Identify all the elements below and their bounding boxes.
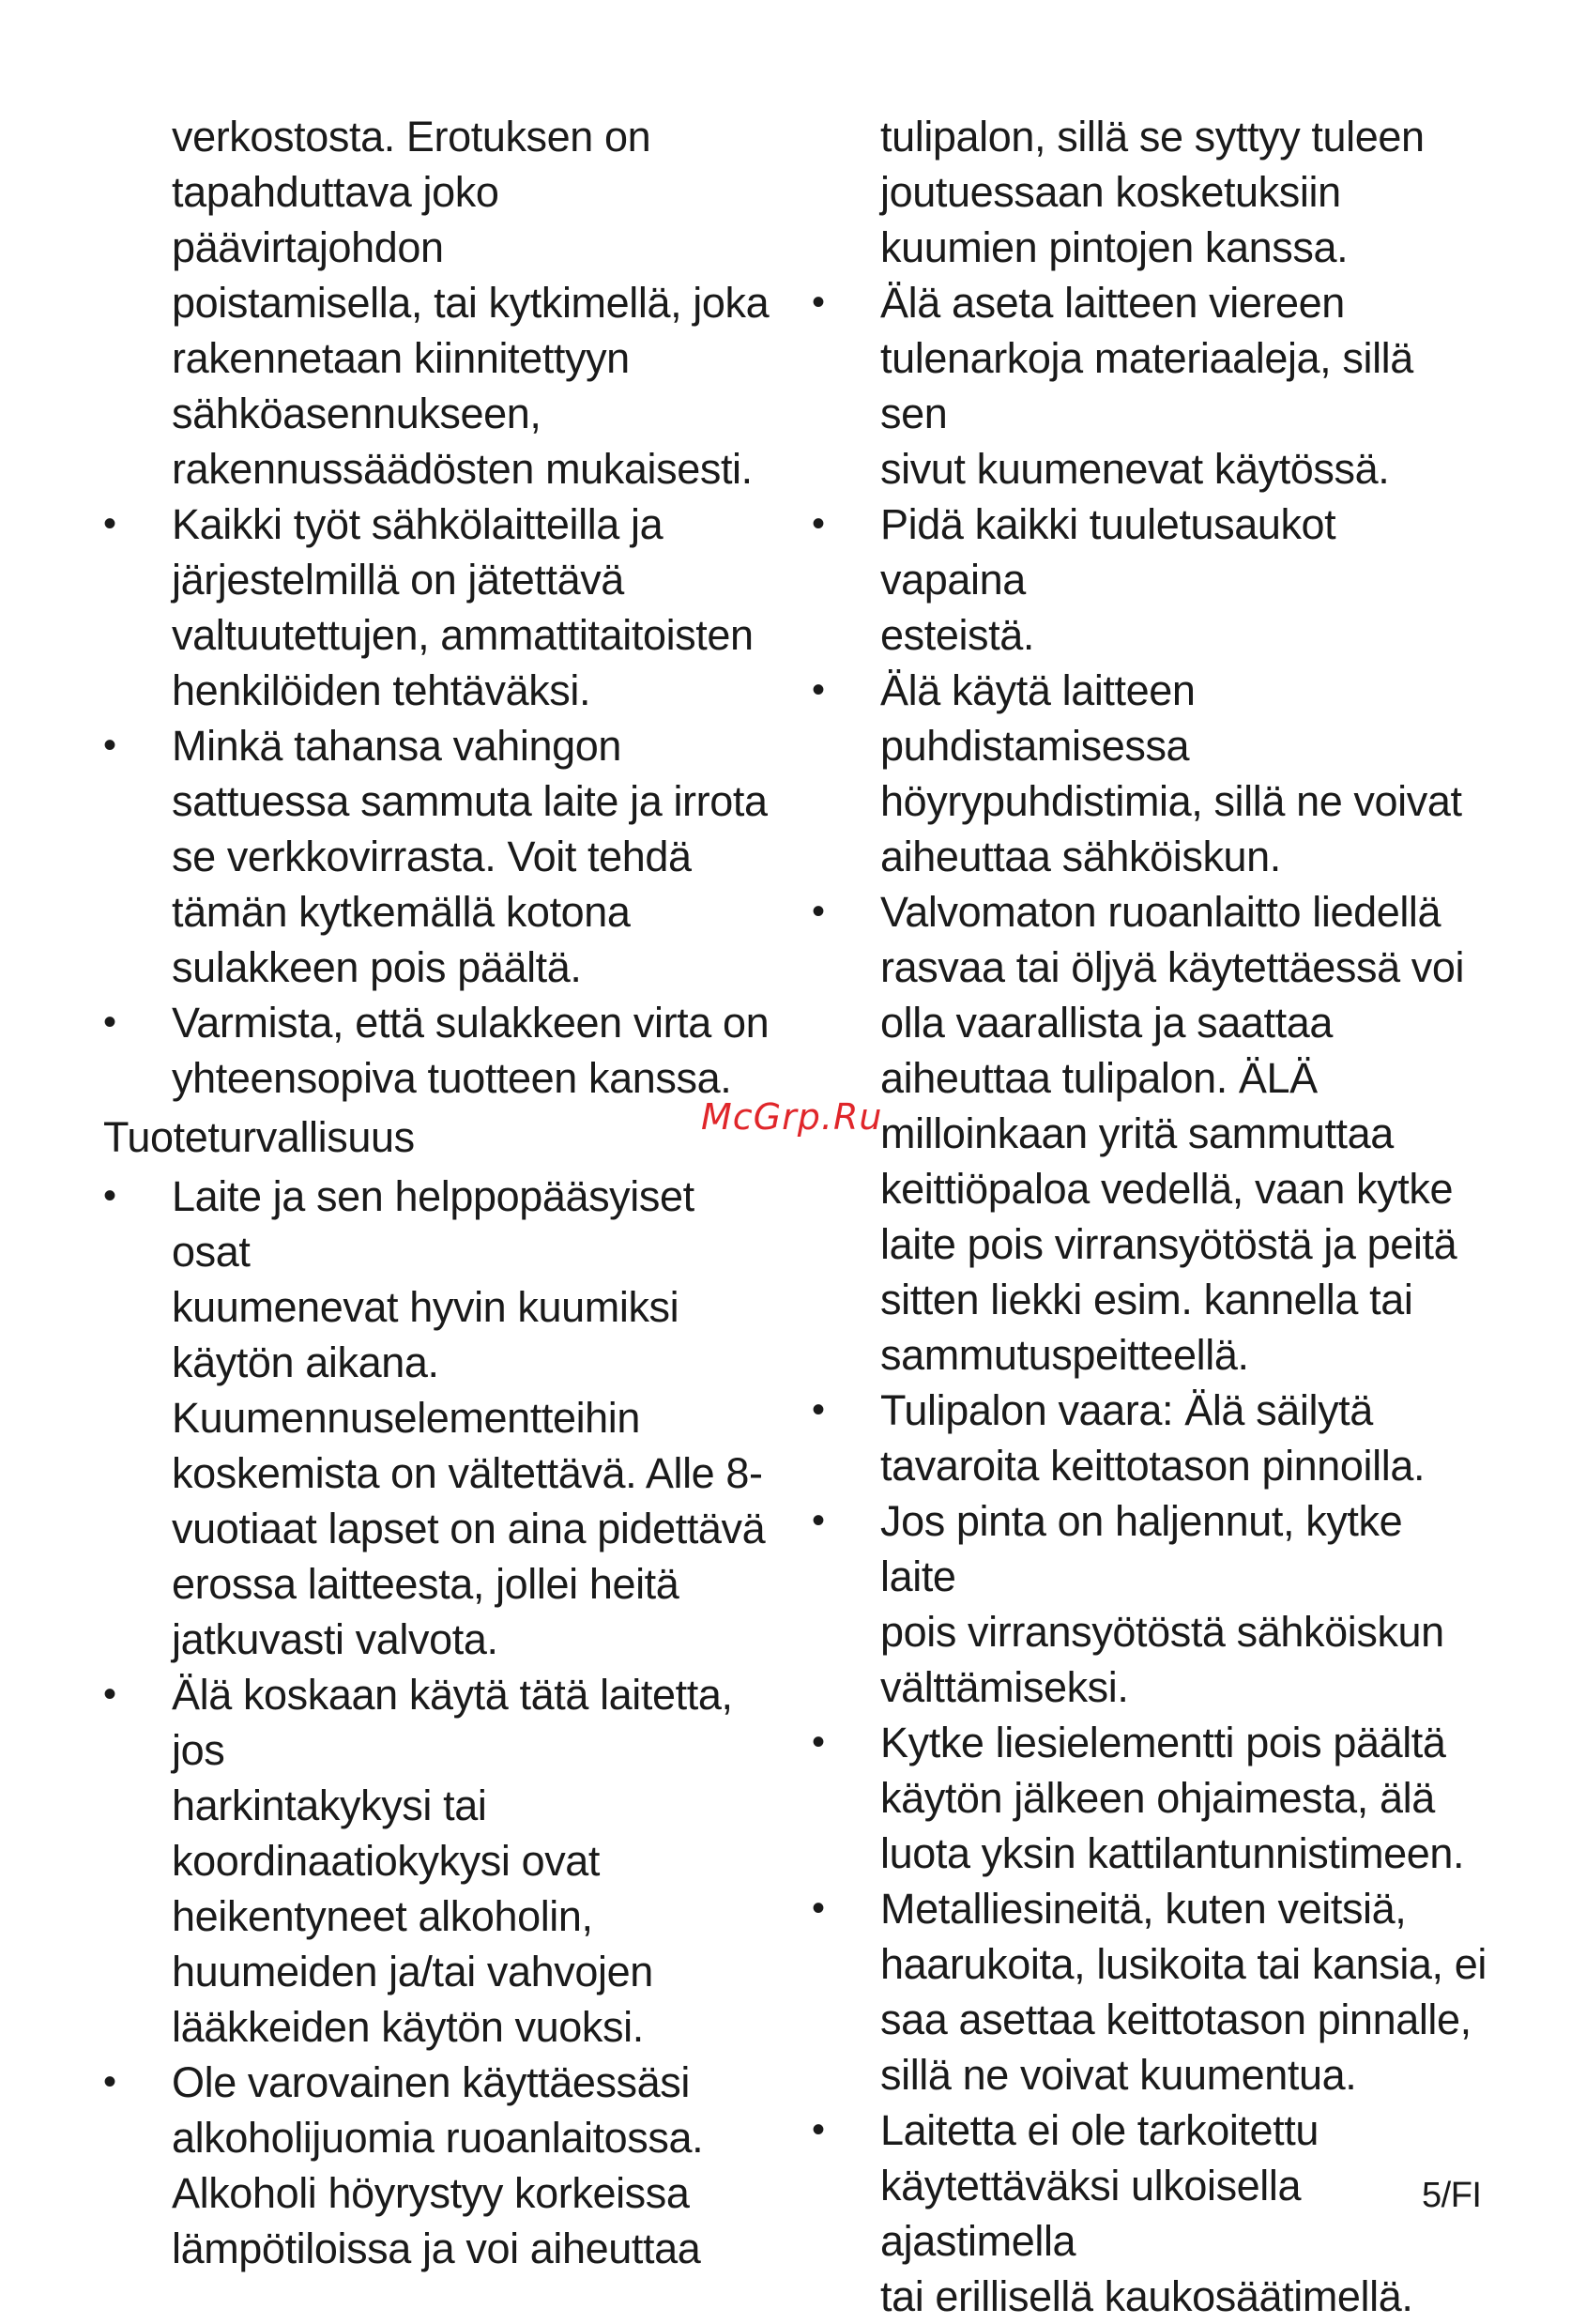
bullet-icon: • (812, 1721, 825, 1763)
list-item-text: Tulipalon vaara: Älä säilytä tavaroita keittotason pinnoilla. (880, 1386, 1426, 1490)
list-item (103, 995, 779, 1106)
watermark: McGrp.Ru (701, 1096, 883, 1138)
list-item-text: Jos pinta on haljennut, kytke laite pois virransyötöstä sähköiskun välttämiseksi. (880, 1497, 1444, 1711)
left-column (103, 109, 779, 2276)
bullet-icon: • (812, 891, 825, 932)
list-item (103, 718, 779, 995)
list-item (812, 1383, 1487, 1493)
list-item (812, 884, 1487, 1383)
list-item-text: Varmista, että sulakkeen virta on yhteensopiva tuotteen kanssa. (172, 999, 770, 1102)
section-heading: Tuoteturvallisuus (103, 1113, 415, 1161)
list-item-text: Älä aseta laitteen viereen tulenarkoja materiaaleja, sillä sen sivut kuumenevat käytössä. (880, 279, 1413, 493)
bullet-icon: • (103, 1674, 116, 1715)
page-number: 5/FI (1422, 2176, 1482, 2215)
list-item-text: Pidä kaikki tuuletusaukot vapaina esteistä. (880, 500, 1336, 659)
list-item-text: Valvomaton ruoanlaitto liedellä rasvaa tai öljyä käytettäessä voi olla vaarallista ja saattaa aiheuttaa tulipalon. ÄLÄ milloinkaan yritä sammuttaa keittiöpaloa vedellä, vaan kytke laite pois virransyötöstä ja peitä sitten liekki esim. kannella tai sammutuspeitteellä. (880, 888, 1465, 1379)
bullet-icon: • (812, 669, 825, 711)
list-item (812, 663, 1487, 884)
list-item (103, 1667, 779, 2055)
list-item (103, 2055, 779, 2276)
left-intro-paragraph: verkostosta. Erotuksen on tapahduttava joko päävirtajohdon poistamisella, tai kytkimellä, joka rakennetaan kiinnitettyyn sähköasennukseen, rakennussäädösten mukaisesti. (172, 113, 770, 493)
list-item (103, 1169, 779, 1667)
list-item-text: Ole varovainen käyttäessäsi alkoholijuomia ruoanlaitossa. Alkoholi höyrystyy korkeissa lämpötiloissa ja voi aiheuttaa (172, 2058, 704, 2272)
list-item (812, 1881, 1487, 2102)
list-item-text: Metalliesineitä, kuten veitsiä, haarukoita, lusikoita tai kansia, ei saa asettaa keittotason pinnalle, sillä ne voivat kuumentua. (880, 1885, 1487, 2099)
list-item-text: Kytke liesielementti pois päältä käytön jälkeen ohjaimesta, älä luota yksin kattilantunnistimeen. (880, 1719, 1465, 1877)
bullet-icon: • (812, 2109, 825, 2150)
list-item-text: Laite ja sen helppopääsyiset osat kuumenevat hyvin kuumiksi käytön aikana. Kuumennuselementteihin koskemista on vältettävä. Alle 8- vuotiaat lapset on aina pidettävä erossa laitteesta, jollei heitä jatkuvasti valvota. (172, 1172, 766, 1663)
bullet-icon: • (103, 2061, 116, 2102)
list-item (812, 275, 1487, 497)
list-item-text: Älä koskaan käytä tätä laitetta, jos harkintakykysi tai koordinaatiokykysi ovat heikentyneet alkoholin, huumeiden ja/tai vahvojen lääkkeiden käytön vuoksi. (172, 1671, 733, 2051)
list-item (103, 497, 779, 718)
bullet-icon: • (812, 1888, 825, 1929)
list-item-text: Kaikki työt sähkölaitteilla ja järjestelmillä on jätettävä valtuutettujen, ammattitaitoisten henkilöiden tehtäväksi. (172, 500, 754, 714)
right-column (812, 109, 1487, 2324)
bullet-icon: • (103, 725, 116, 766)
right-intro-paragraph: tulipalon, sillä se syttyy tuleen joutuessaan kosketuksiin kuumien pintojen kanssa. (880, 113, 1425, 271)
list-item-text: Minkä tahansa vahingon sattuessa sammuta laite ja irrota se verkkovirrasta. Voit tehdä tämän kytkemällä kotona sulakkeen pois päältä. (172, 722, 768, 991)
list-item-text: Laitetta ei ole tarkoitettu käytettäväksi ulkoisella ajastimella tai erillisellä kaukosäätimellä. (880, 2106, 1413, 2320)
list-item (812, 2102, 1487, 2324)
bullet-icon: • (812, 503, 825, 544)
list-item (812, 1493, 1487, 1715)
bullet-icon: • (103, 503, 116, 544)
bullet-icon: • (812, 1500, 825, 1541)
list-item-text: Älä käytä laitteen puhdistamisessa höyrypuhdistimia, sillä ne voivat aiheuttaa sähköiskun. (880, 666, 1462, 880)
list-item (812, 497, 1487, 663)
bullet-icon: • (812, 282, 825, 323)
list-item (812, 1715, 1487, 1881)
bullet-icon: • (103, 1001, 116, 1043)
bullet-icon: • (103, 1175, 116, 1216)
bullet-icon: • (812, 1389, 825, 1430)
